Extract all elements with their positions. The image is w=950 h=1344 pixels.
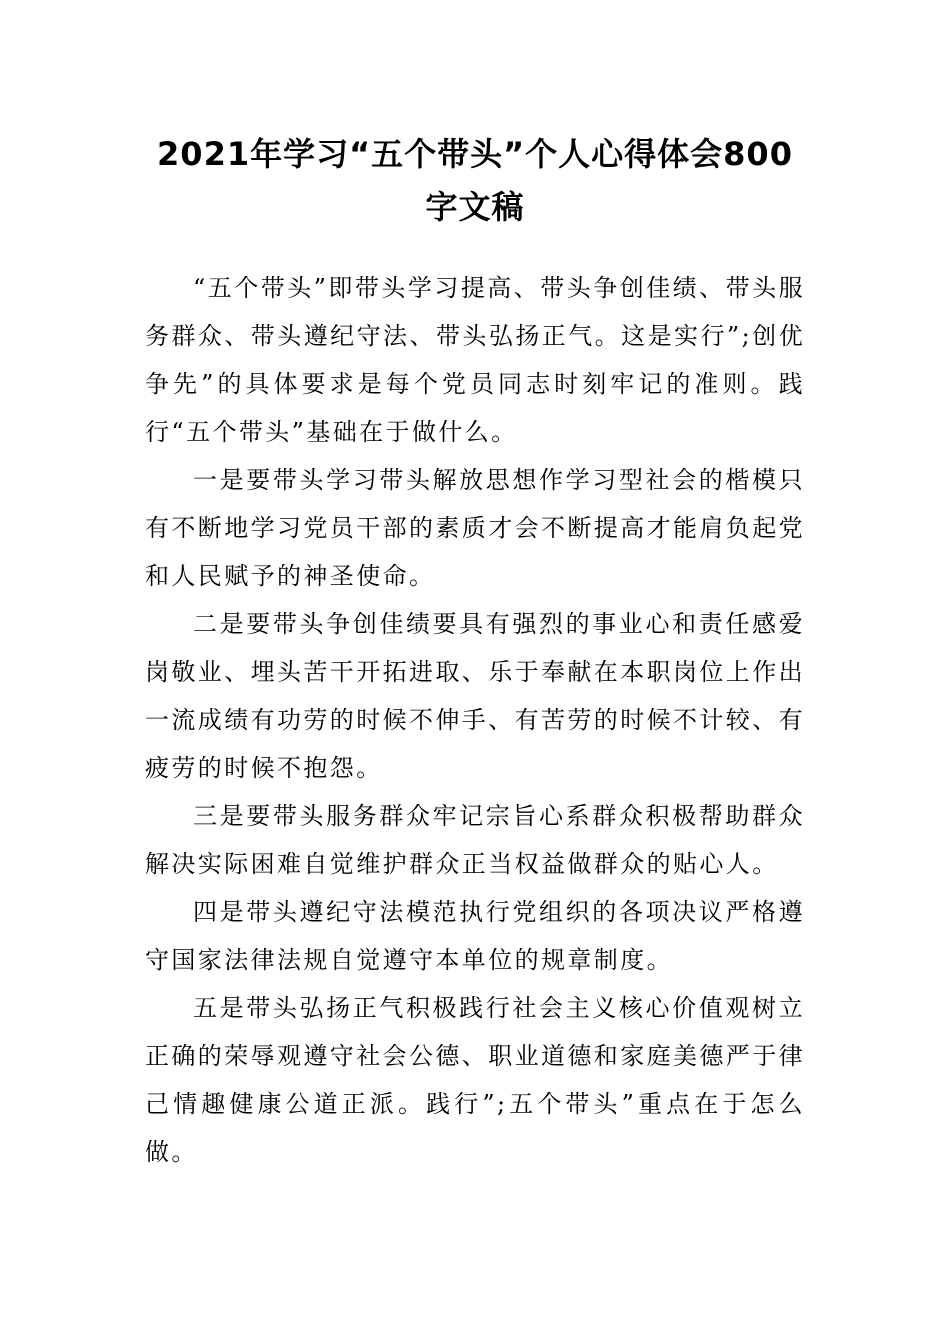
paragraph-intro: “五个带头”即带头学习提高、带头争创佳绩、带头服务群众、带头遵纪守法、带头弘扬正气。这是实行”;创优争先”的具体要求是每个党员同志时刻牢记的准则。践行“五个带头”基础在于做什么。 [145,274,805,446]
paragraph-point-5: 五是带头弘扬正气积极践行社会主义核心价值观树立正确的荣辱观遵守社会公德、职业道德和家庭美德严于律己情趣健康公道正派。践行”;五个带头”重点在于怎么做。 [145,994,805,1166]
document-body [145,264,805,1176]
paragraph-point-3: 三是要带头服务群众牢记宗旨心系群众积极帮助群众解决实际困难自觉维护群众正当权益做群众的贴心人。 [145,802,805,878]
paragraph-point-2: 二是要带头争创佳绩要具有强烈的事业心和责任感爱岗敬业、埋头苦干开拓进取、乐于奉献在本职岗位上作出一流成绩有功劳的时候不伸手、有苦劳的时候不计较、有疲劳的时候不抱怨。 [145,610,805,782]
document-page [145,128,805,1176]
paragraph-point-4: 四是带头遵纪守法模范执行党组织的各项决议严格遵守国家法律法规自觉遵守本单位的规章制度。 [145,898,805,974]
paragraph-point-1: 一是要带头学习带头解放思想作学习型社会的楷模只有不断地学习党员干部的素质才会不断提高才能肩负起党和人民赋予的神圣使命。 [145,466,805,590]
document-title: 2021年学习“五个带头”个人心得体会800字文稿 [157,135,793,226]
